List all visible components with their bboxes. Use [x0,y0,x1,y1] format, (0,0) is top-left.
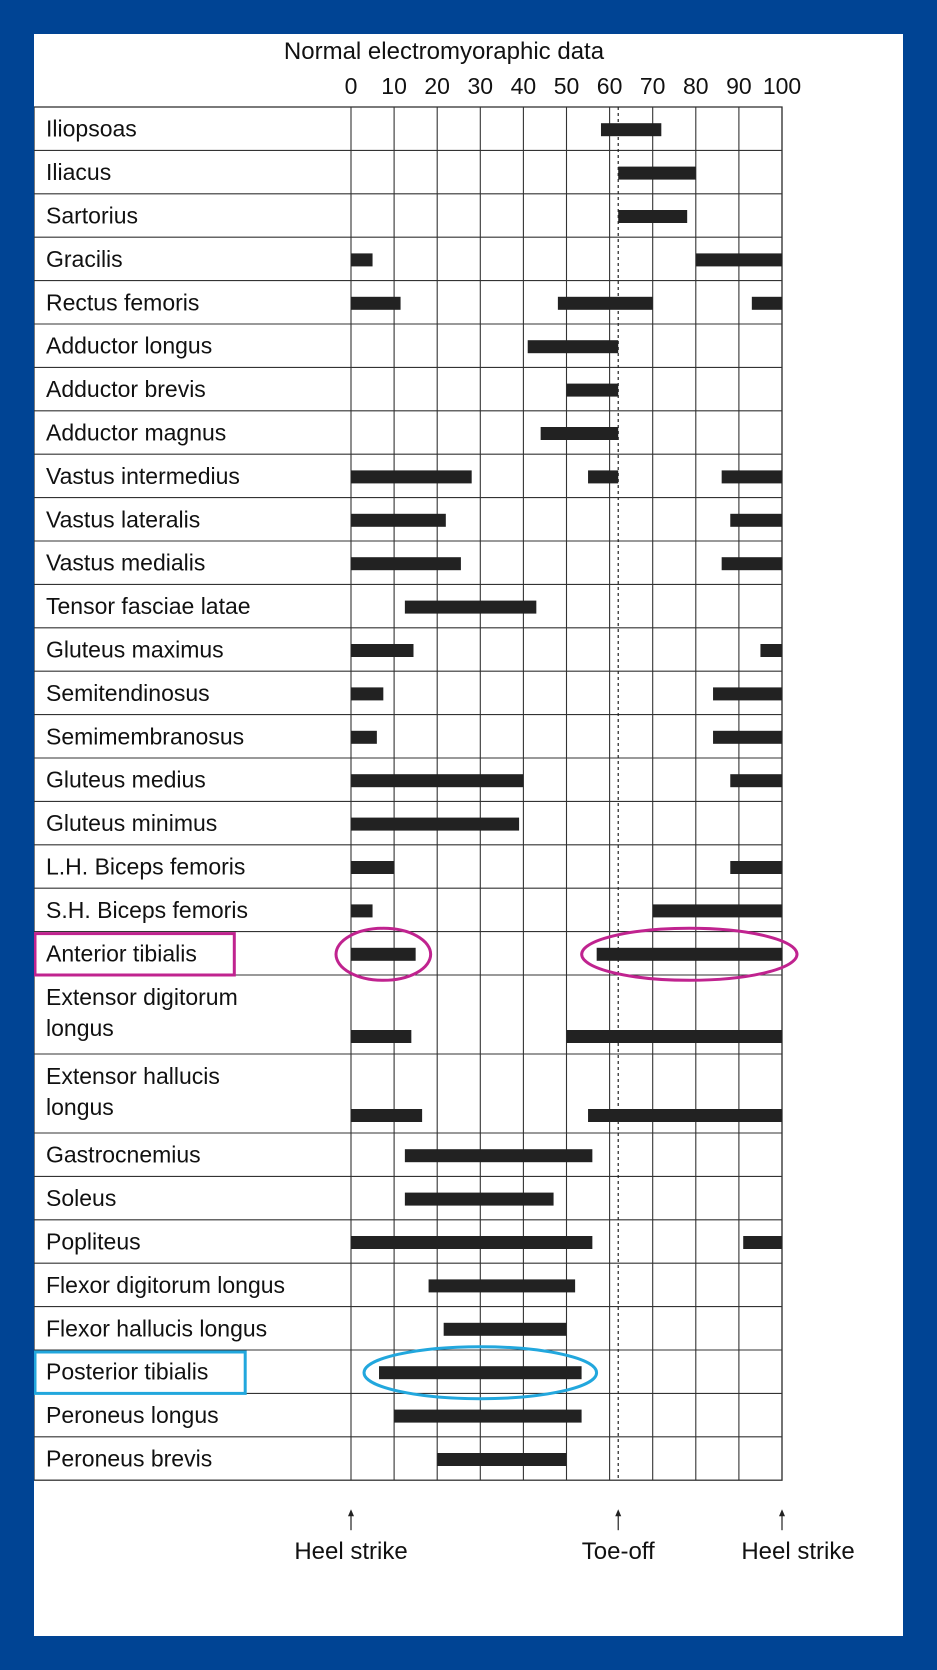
muscle-row [46,420,618,446]
muscle-label: Sartorius [46,202,139,229]
activity-bar [588,470,618,483]
muscle-row [46,1272,575,1298]
muscle-label: Gracilis [46,245,123,272]
heel-strike-start-label: Heel strike [294,1538,408,1566]
x-tick-label: 100 [762,73,802,99]
activity-bar [351,1236,592,1249]
muscle-row [35,928,797,980]
activity-bar [429,1279,576,1292]
muscle-row [46,1063,782,1122]
x-tick-label: 60 [596,73,623,99]
activity-bar [379,1366,582,1379]
activity-bar [730,774,782,787]
activity-bar [713,687,782,700]
marker-arrow-head [348,1509,354,1516]
muscle-label: Extensor hallucis [46,1063,220,1089]
activity-bar [722,557,782,570]
marker-arrow-head [615,1509,621,1516]
activity-bar [558,297,653,310]
activity-bar [351,687,383,700]
activity-bar [351,557,461,570]
muscle-label: longus [46,1015,114,1041]
muscle-row [46,506,782,532]
activity-bar [351,297,401,310]
muscle-label: Extensor digitorum [46,984,238,1010]
muscle-label: Iliacus [46,159,112,186]
muscle-label: Anterior tibialis [46,940,197,967]
activity-bar [437,1453,566,1466]
activity-bar [351,1109,422,1122]
activity-bar [351,904,373,917]
muscle-label: Flexor digitorum longus [46,1271,286,1298]
muscle-label: Soleus [46,1185,117,1212]
muscle-row [46,854,782,880]
x-tick-label: 10 [381,73,407,99]
activity-bar [405,1149,592,1162]
muscle-row [46,116,661,142]
muscle-label: Flexor hallucis longus [46,1315,268,1342]
activity-bar [394,1410,581,1423]
x-tick-label: 20 [424,73,450,99]
muscle-label: Vastus medialis [46,549,206,576]
activity-bar [567,1030,783,1043]
x-tick-label: 30 [467,73,494,99]
emg-chart [34,34,903,1636]
muscle-row [46,333,618,359]
muscle-label: Adductor longus [46,332,213,359]
muscle-label: Vastus intermedius [46,462,240,489]
muscle-label: Gastrocnemius [46,1141,201,1168]
muscle-label: Peroneus brevis [46,1445,213,1472]
muscle-row [35,1347,597,1399]
x-tick-label: 70 [639,73,666,99]
muscle-label: Vastus lateralis [46,506,201,533]
activity-bar [567,384,619,397]
muscle-row [46,1142,592,1168]
activity-bar [351,253,373,266]
activity-bar [351,818,519,831]
activity-bar [351,774,523,787]
x-tick-label: 40 [510,73,537,99]
muscle-label: Adductor magnus [46,419,227,446]
muscle-label: Gluteus medius [46,766,206,793]
activity-bar [653,904,782,917]
activity-bar [618,167,696,180]
muscle-row [46,897,782,923]
muscle-label: Adductor brevis [46,376,206,403]
activity-bar [351,1030,411,1043]
activity-bar [588,1109,782,1122]
muscle-label: Semimembranosus [46,723,245,750]
muscle-label: Peroneus longus [46,1402,219,1429]
activity-bar [405,601,536,614]
muscle-row [46,289,782,315]
muscle-row [46,159,696,185]
muscle-label: Iliopsoas [46,115,137,142]
muscle-row [46,680,782,706]
muscle-row [46,1315,567,1341]
muscle-row [46,550,782,576]
muscle-row [46,463,782,489]
chart-panel [34,34,903,1636]
muscle-row [46,203,687,229]
activity-bar [730,514,782,527]
muscle-label: Tensor fasciae latae [46,593,251,620]
muscle-row [46,767,782,793]
activity-bar [351,731,377,744]
chart-title: Normal electromyoraphic data [283,38,605,65]
muscle-row [46,1229,782,1255]
muscle-label: Popliteus [46,1228,141,1255]
activity-bar [696,253,782,266]
activity-bar [597,948,782,961]
activity-bar [541,427,619,440]
activity-bar [601,123,661,136]
muscle-label: Gluteus maximus [46,636,224,663]
muscle-label: Posterior tibialis [46,1358,209,1385]
muscle-row [46,376,618,402]
muscle-row [46,1185,554,1211]
activity-bar [351,948,416,961]
activity-bar [351,514,446,527]
muscle-row [46,1402,582,1428]
x-tick-label: 80 [683,73,709,99]
activity-bar [618,210,687,223]
activity-bar [405,1193,554,1206]
muscle-label: L.H. Biceps femoris [46,853,246,880]
marker-arrow-head [779,1509,785,1516]
activity-bar [444,1323,567,1336]
activity-bar [351,644,413,657]
muscle-label: S.H. Biceps femoris [46,896,248,923]
muscle-row [46,246,782,272]
muscle-row [46,984,782,1043]
muscle-row [46,637,782,663]
toe-off-label: Toe-off [581,1538,655,1566]
activity-bar [351,470,472,483]
activity-bar [730,861,782,874]
muscle-row [46,1446,567,1472]
x-tick-label: 50 [553,73,580,99]
activity-bar [722,470,782,483]
activity-bar [351,861,394,874]
x-tick-label: 0 [344,73,358,99]
activity-bar [743,1236,782,1249]
heel-strike-end-label: Heel strike [741,1538,855,1566]
muscle-row [46,723,782,749]
x-tick-label: 90 [726,73,752,99]
activity-bar [528,340,619,353]
activity-bar [713,731,782,744]
muscle-row [46,593,536,619]
muscle-row [46,810,519,836]
activity-bar [760,644,782,657]
muscle-label: Rectus femoris [46,289,200,316]
muscle-label: Gluteus minimus [46,810,218,837]
muscle-label: Semitendinosus [46,679,210,706]
muscle-label: longus [46,1094,114,1120]
activity-bar [752,297,782,310]
